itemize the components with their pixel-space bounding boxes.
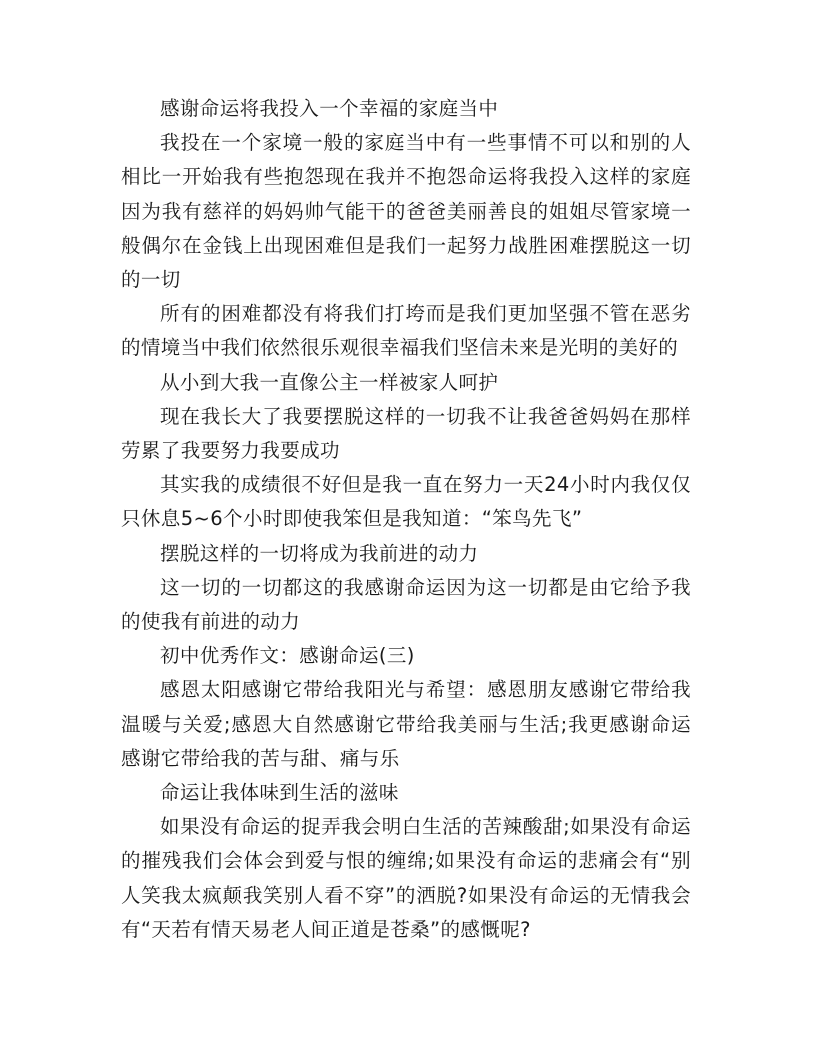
essay-body [121, 92, 691, 947]
paragraph-11: 如果没有命运的捉弄我会明白生活的苦辣酸甜;如果没有命运的摧残我们会体会到爱与恨的缠绵;如果没有命运的悲痛会有“别人笑我太疯颠我笑别人看不穿”的洒脱?如果没有命运的无情我会有“天若有情天易老人间正道是苍桑”的感慨呢? [121, 815, 691, 941]
paragraph-2: 我投在一个家境一般的家庭当中有一些事情不可以和别的人相比一开始我有些抱怨现在我并不抱怨命运将我投入这样的家庭因为我有慈祥的妈妈帅气能干的爸爸美丽善良的姐姐尽管家境一般偶尔在金钱上出现困难但是我们一起努力战胜困难摆脱这一切的一切 [121, 131, 691, 292]
section-heading: 初中优秀作文：感谢命运(三) [160, 644, 415, 668]
paragraph-8: 这一切的一切都这的我感谢命运因为这一切都是由它给予我的使我有前进的动力 [121, 575, 691, 634]
paragraph-6: 其实我的成绩很不好但是我一直在努力一天24小时内我仅仅只休息5~6个小时即使我笨但是我知道：“笨鸟先飞” [121, 473, 691, 531]
paragraph-1: 感谢命运将我投入一个幸福的家庭当中 [160, 97, 499, 120]
paragraph-9: 感恩太阳感谢它带给我阳光与希望：感恩朋友感谢它带给我温暖与关爱;感恩大自然感谢它带给我美丽与生活;我更感谢命运感谢它带给我的苦与甜、痛与乐 [121, 678, 691, 770]
paragraph-3: 所有的困难都没有将我们打垮而是我们更加坚强不管在恶劣的情境当中我们依然很乐观很幸福我们坚信未来是光明的美好的 [121, 302, 691, 360]
paragraph-4: 从小到大我一直像公主一样被家人呵护 [160, 370, 499, 394]
paragraph-7: 摆脱这样的一切将成为我前进的动力 [160, 541, 479, 565]
paragraph-5: 现在我长大了我要摆脱这样的一切我不让我爸爸妈妈在那样劳累了我要努力我要成功 [121, 404, 691, 463]
paragraph-10: 命运让我体味到生活的滋味 [160, 781, 399, 805]
